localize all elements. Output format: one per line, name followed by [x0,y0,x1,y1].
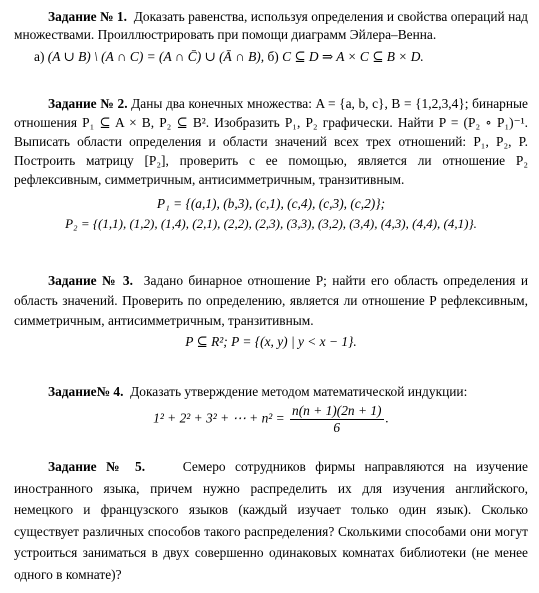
task-5 [14,456,528,585]
task-3 [14,271,528,351]
task-1-formulas [14,48,528,66]
task-3-formula: P ⊆ R²; P = {(x, y) | y < x − 1}. [185,334,357,349]
task-3-statement [14,271,528,331]
task-4 [14,383,528,436]
task-5-statement [14,456,528,585]
task-1-label: Задание № 1. [48,9,127,24]
task-1-statement [14,8,528,44]
task-2 [14,94,528,233]
task-2-text: Даны два конечных множества: A = {a, b, c}, B = {1,2,3,4}; бинарные отношения P₁ ⊆ A × B, P₂ ⊆ B². Изобразить P₁, P₂ графически. Найти P = (P₂ ∘ P₁)⁻¹. Выписать области определения и области значений всех трех отношений: P₁, P₂, P. Построить матрицу [P₂], проверить с ее помощью, является ли отношение P₂ рефлексивным, симметричным, антисимметричным, транзитивным. [14,96,528,187]
task-2-statement [14,94,528,189]
task-4-lhs: 1² + 2² + 3² + ⋯ + n² = [153,410,285,426]
task-4-end: . [385,410,389,426]
task-4-fraction [290,403,383,436]
task-4-text: Доказать утверждение методом математической индукции: [130,384,468,399]
task-5-text: Семеро сотрудников фирмы направляются на изучение иностранного языка, причем нужно распределить их для изучения английского, немецкого и французского языков (каждый изучает только один язык). Сколько существует различных способов такого распределения? Сколькими способами они могут устроиться заниматься в двух совершенно одинаковых комнатах библиотеки (не менее одного в комнате)? [14,459,528,582]
task-4-label: Задание№ 4. [48,384,124,399]
task-4-numerator: n(n + 1)(2n + 1) [292,403,382,418]
task-1-text: Доказать равенства, используя определения и свойства операций над множествами. Проиллюстрировать при помощи диаграмм Эйлера–Венна. [14,9,528,42]
task-2-p1: P₁ = {(a,1), (b,3), (c,1), (c,4), (c,3), (c,2)}; [156,196,386,211]
task-4-formula [14,403,528,436]
task-5-label: Задание № 5. [48,459,146,474]
task-2-p2: P₂ = {(1,1), (1,2), (1,4), (2,1), (2,2), (2,3), (3,3), (3,2), (3,4), (4,3), (4,4), (4,1)}. [65,216,477,231]
task-1-b-prefix: б) [267,49,279,64]
task-4-denominator: 6 [333,420,341,435]
task-1-a-formula: (A ∪ B) \ (A ∩ C) = (A ∩ C̄) ∪ (Ā ∩ B), [47,49,265,64]
task-1-a-prefix: а) [34,49,45,64]
task-3-text: Задано бинарное отношение P; найти его область определения и область значений. Проверить по определению, является ли отношение P рефлексивным, симметричным, антисимметричным, транзитивным. [14,273,529,328]
task-3-label: Задание № 3. [48,273,133,288]
task-2-label: Задание № 2. [48,96,128,111]
task-1 [14,8,528,66]
task-4-statement [14,383,528,401]
task-1-b-formula: C ⊆ D ⇒ A × C ⊆ B × D. [282,49,424,64]
